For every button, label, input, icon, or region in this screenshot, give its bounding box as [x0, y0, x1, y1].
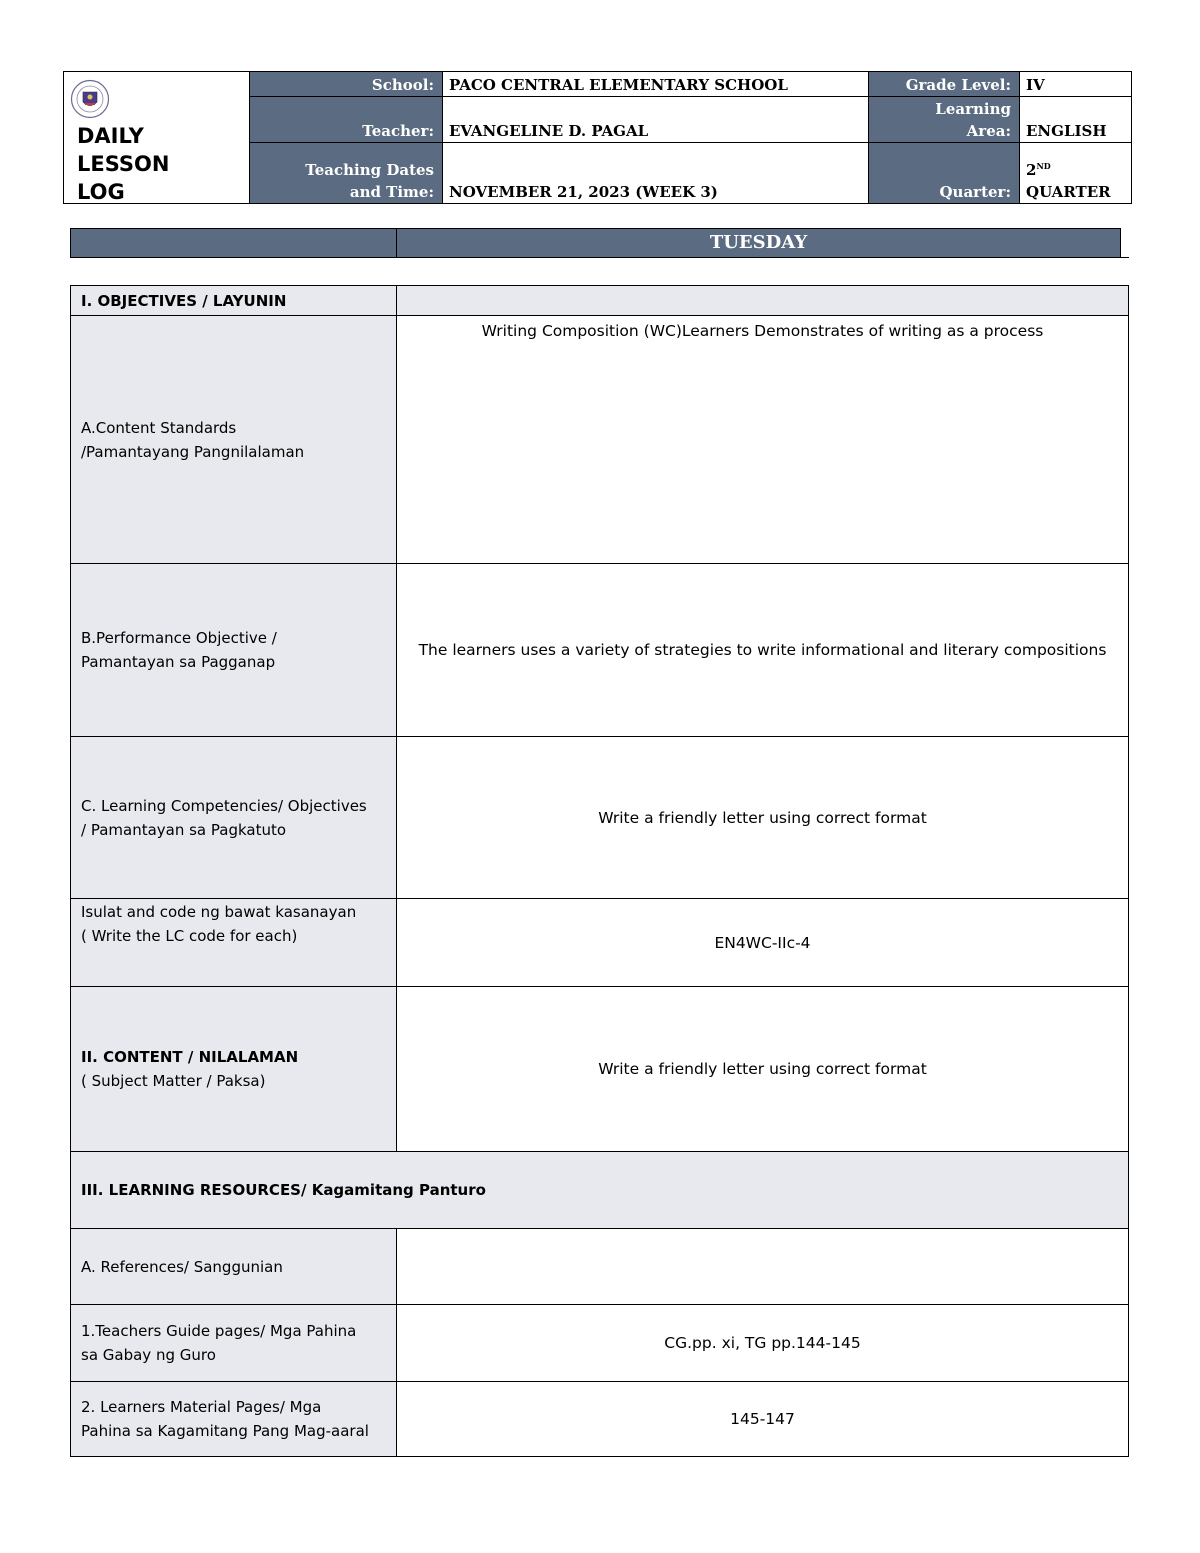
- lc-code-label: Isulat and code ng bawat kasanayan ( Write the LC code for each): [71, 899, 397, 986]
- references-value: [397, 1229, 1128, 1304]
- learning-competencies-row: [70, 737, 1129, 899]
- teachers-guide-row: [70, 1305, 1129, 1382]
- learning-resources-heading-row: [70, 1152, 1129, 1229]
- content-label-main: II. CONTENT / NILALAMAN: [81, 1048, 299, 1066]
- learning-resources-heading: III. LEARNING RESOURCES/ Kagamitang Panturo: [71, 1152, 1128, 1228]
- quarter-label: Quarter:: [869, 143, 1019, 203]
- performance-objective-value: The learners uses a variety of strategies to write informational and literary compositions: [418, 641, 1107, 659]
- teaching-dates-label-line1: Teaching Dates: [305, 161, 434, 179]
- school-value: PACO CENTRAL ELEMENTARY SCHOOL: [449, 76, 788, 94]
- quarter-suffix: ND: [1036, 161, 1051, 171]
- learners-material-row: [70, 1382, 1129, 1457]
- lesson-log-header: [63, 71, 1132, 204]
- content-row: [70, 987, 1129, 1152]
- performance-objective-label: B.Performance Objective / Pamantayan sa Pagganap: [71, 564, 397, 736]
- quarter-number: [1026, 155, 1051, 181]
- grade-level-label: Grade Level:: [869, 72, 1019, 96]
- learning-area-label-line1: Learning: [935, 100, 1011, 118]
- teacher-label: Teacher:: [250, 97, 442, 142]
- lesson-table: [70, 285, 1129, 1457]
- teacher-value: EVANGELINE D. PAGAL: [449, 122, 649, 140]
- content-label-sub: ( Subject Matter / Paksa): [81, 1072, 266, 1090]
- learning-competencies-label: C. Learning Competencies/ Objectives / Pamantayan sa Pagkatuto: [71, 737, 397, 898]
- teachers-guide-label: 1.Teachers Guide pages/ Mga Pahina sa Gabay ng Guro: [71, 1305, 397, 1381]
- content-standards-label: A.Content Standards /Pamantayang Pangnilalaman: [71, 316, 397, 563]
- quarter-value: QUARTER: [1026, 183, 1111, 201]
- learners-material-label: 2. Learners Material Pages/ Mga Pahina sa Kagamitang Pang Mag-aaral: [71, 1382, 397, 1456]
- grade-level-value: IV: [1026, 76, 1045, 94]
- teaching-dates-label-line2: and Time:: [349, 183, 434, 201]
- lc-code-value: EN4WC-IIc-4: [714, 933, 811, 952]
- teaching-dates-label: [250, 143, 442, 203]
- quarter-number-text: 2: [1026, 161, 1037, 179]
- references-label: A. References/ Sanggunian: [71, 1229, 397, 1304]
- content-label: [71, 987, 397, 1151]
- objectives-heading-blank: [397, 286, 1128, 315]
- content-standards-value: Writing Composition (WC)Learners Demonstrates of writing as a process: [481, 322, 1044, 340]
- day-banner-left: [71, 229, 397, 257]
- learning-competencies-value: Write a friendly letter using correct format: [598, 808, 927, 827]
- daily-lesson-log-title: DAILY LESSON LOG: [77, 124, 170, 204]
- logo-cell: [64, 72, 249, 203]
- learning-area-value: ENGLISH: [1026, 122, 1107, 140]
- references-row: [70, 1229, 1129, 1305]
- teachers-guide-value: CG.pp. xi, TG pp.144-145: [664, 1334, 861, 1352]
- learning-area-label: [869, 97, 1019, 142]
- teaching-dates-value: NOVEMBER 21, 2023 (WEEK 3): [449, 183, 718, 201]
- performance-objective-row: [70, 564, 1129, 737]
- content-standards-row: [70, 316, 1129, 564]
- banner-underline: [1121, 257, 1129, 258]
- content-value: Write a friendly letter using correct format: [598, 1060, 927, 1078]
- objectives-heading: I. OBJECTIVES / LAYUNIN: [71, 286, 397, 315]
- learners-material-value: 145-147: [730, 1410, 795, 1428]
- objectives-heading-row: [70, 285, 1129, 316]
- learning-area-label-line2: Area:: [966, 122, 1011, 140]
- day-label: TUESDAY: [709, 232, 808, 253]
- deped-seal-icon: [70, 79, 110, 119]
- day-banner: [70, 228, 1121, 258]
- school-label: School:: [250, 72, 442, 96]
- lc-code-row: [70, 899, 1129, 987]
- quarter-value-cell: [1020, 143, 1131, 203]
